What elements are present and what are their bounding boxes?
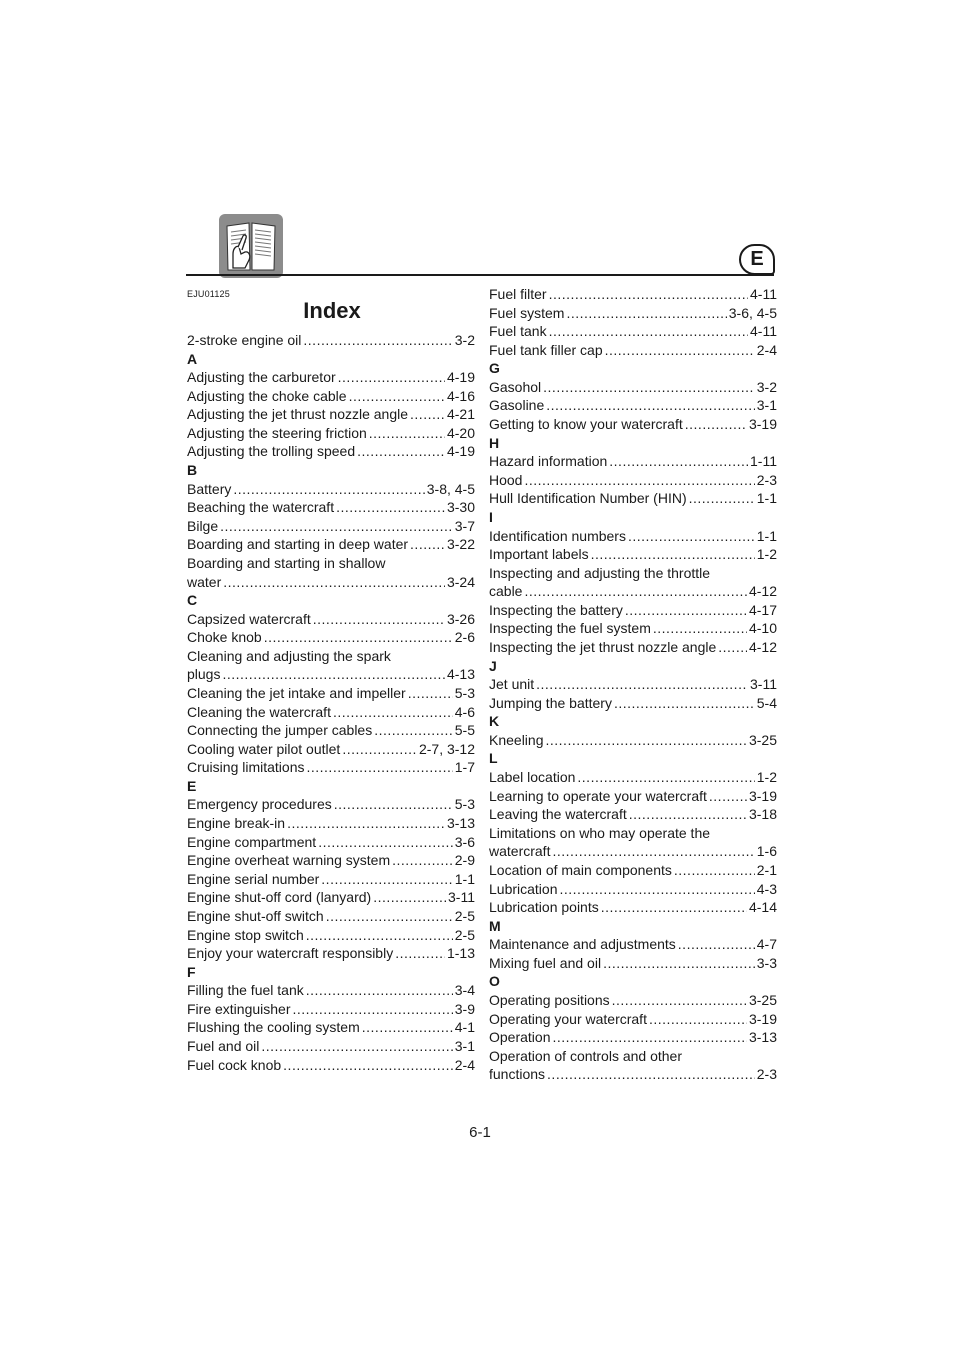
dot-leader: [395, 944, 445, 963]
index-letter-heading: E: [187, 777, 197, 794]
dot-leader: [566, 304, 726, 323]
dot-leader: [373, 888, 446, 907]
dot-leader: [605, 341, 755, 360]
index-letter-heading: O: [489, 973, 500, 990]
index-entry: [187, 1056, 475, 1075]
index-entry: [489, 415, 777, 434]
index-entry-page: 1-1: [756, 490, 777, 507]
index-entry: [187, 535, 475, 554]
dot-leader: [362, 1018, 453, 1037]
index-letter-heading: A: [187, 350, 198, 367]
index-entry-text: Engine shut-off switch: [187, 907, 324, 924]
index-entry: [187, 926, 475, 945]
index-entry: [187, 331, 475, 350]
dot-leader: [306, 758, 452, 777]
index-letter-heading: I: [489, 508, 493, 525]
index-entry-page: 5-3: [454, 684, 475, 701]
index-entry: [489, 991, 777, 1010]
index-entry-text: 2-stroke engine oil: [187, 332, 302, 348]
dot-leader: [546, 731, 747, 750]
index-letter-heading: M: [489, 917, 501, 934]
index-entry: [489, 452, 777, 471]
index-entry-text: Operating positions: [489, 991, 610, 1008]
index-letter-heading: G: [489, 360, 500, 377]
index-entry-text: Jumping the battery: [489, 694, 612, 711]
index-entry-text: Inspecting the battery: [489, 601, 623, 618]
index-entry-page: 2-7, 3-12: [418, 740, 475, 757]
index-entry-text: Hood: [489, 471, 523, 488]
index-entry-page: 3-1: [756, 397, 777, 414]
index-entry-text: Adjusting the jet thrust nozzle angle: [187, 406, 409, 423]
dot-leader: [233, 480, 424, 499]
dot-leader: [614, 694, 755, 713]
index-entry: [489, 545, 777, 564]
index-entry: [489, 582, 777, 601]
dot-leader: [560, 880, 755, 899]
index-entry-text: Enjoy your watercraft responsibly: [187, 945, 394, 962]
dot-leader: [625, 601, 747, 620]
dot-leader: [408, 684, 453, 703]
index-entry-text: Cleaning the jet intake and impeller: [187, 684, 406, 701]
index-entry: [187, 573, 475, 592]
index-entry-text: watercraft: [489, 843, 551, 860]
index-entry: [187, 387, 475, 406]
index-entry-page: 3-13: [446, 815, 475, 832]
index-entry-page: 4-14: [748, 899, 777, 916]
index-entry-page: 4-12: [748, 638, 777, 655]
dot-leader: [689, 489, 755, 508]
dot-leader: [536, 675, 748, 694]
index-entry-text: Boarding and starting in deep water: [187, 536, 409, 553]
index-entry-page: 3-19: [748, 1010, 777, 1027]
index-letter-heading: B: [187, 462, 198, 479]
dot-leader: [547, 1065, 755, 1084]
index-entry-page: 1-13: [446, 945, 475, 962]
index-entry: [489, 954, 777, 973]
index-entry-text: Capsized watercraft: [187, 610, 311, 627]
index-entry: [489, 527, 777, 546]
dot-leader: [524, 471, 754, 490]
dot-leader: [333, 703, 453, 722]
dot-leader: [718, 638, 747, 657]
index-entry-text: Inspecting the fuel system: [489, 620, 651, 637]
index-entry-text: Operating your watercraft: [489, 1010, 647, 1027]
index-entry: [187, 498, 475, 517]
index-letter-heading: C: [187, 592, 198, 609]
index-entry-text: Label location: [489, 769, 576, 786]
index-entry-page: 1-7: [454, 759, 475, 776]
dot-leader: [591, 545, 755, 564]
index-entry-page: 5-5: [454, 722, 475, 739]
dot-leader: [546, 396, 755, 415]
index-entry-page: 1-2: [756, 769, 777, 786]
index-entry-text: Important labels: [489, 546, 589, 563]
index-entry-page: 1-11: [750, 453, 777, 470]
index-entry-text: Identification numbers: [489, 527, 626, 544]
index-entry-text: Getting to know your watercraft: [489, 416, 683, 433]
index-entry: [489, 638, 777, 657]
index-entry-page: 4-12: [748, 583, 777, 600]
dot-leader: [549, 285, 748, 304]
index-entry: [187, 703, 475, 722]
index-entry-text: Fuel tank: [489, 323, 547, 340]
index-entry-page: 2-5: [454, 907, 475, 924]
index-entry-text: Jet unit: [489, 676, 535, 693]
index-entry-page: 5-4: [756, 694, 777, 711]
index-entry-text: Fuel filter: [489, 286, 547, 302]
index-entry-text: Engine overheat warning system: [187, 852, 391, 869]
index-entry-page: 4-1: [454, 1019, 475, 1036]
index-entry-text: Engine compartment: [187, 833, 317, 850]
index-entry-text: Bilge: [187, 517, 219, 534]
index-entry-text: Lubrication points: [489, 899, 599, 916]
index-entry: [489, 601, 777, 620]
index-entry-page: 3-24: [446, 573, 475, 590]
index-entry: [489, 898, 777, 917]
index-entry: [489, 842, 777, 861]
index-entry-page: 2-4: [454, 1056, 475, 1073]
index-entry: [489, 471, 777, 490]
dot-leader: [342, 740, 417, 759]
index-entry: [489, 322, 777, 341]
dot-leader: [709, 787, 747, 806]
index-entry-page: 4-11: [750, 323, 777, 340]
index-entry-page: 4-21: [446, 406, 475, 423]
index-entry: [187, 721, 475, 740]
index-entry-page: 1-6: [756, 843, 777, 860]
index-entry-page: 4-10: [748, 620, 777, 637]
index-entry-page: 4-3: [756, 880, 777, 897]
index-entry-page: 4-6: [454, 703, 475, 720]
index-entry-text: Fuel tank filler cap: [489, 341, 603, 358]
document-code: EJU01125: [187, 289, 230, 299]
index-entry-text: Engine shut-off cord (lanyard): [187, 889, 372, 906]
index-entry-text: Gasohol: [489, 378, 542, 395]
page-number: 6-1: [469, 1124, 491, 1141]
index-entry: [489, 1065, 777, 1084]
dot-leader: [649, 1010, 747, 1029]
index-entry-page: 3-2: [454, 332, 475, 348]
dot-leader: [318, 833, 453, 852]
index-entry: [187, 870, 475, 889]
index-entry: [187, 888, 475, 907]
index-letter-heading: H: [489, 434, 500, 451]
index-entry-text: Beaching the watercraft: [187, 499, 335, 516]
index-entry-text: Kneeling: [489, 731, 544, 748]
index-entry: [489, 341, 777, 360]
index-column-right: [489, 285, 777, 1084]
index-entry-text: Hull Identification Number (HIN): [489, 490, 687, 507]
index-entry: [489, 396, 777, 415]
index-entry: [187, 480, 475, 499]
index-entry-text: Lubrication: [489, 880, 558, 897]
dot-leader: [283, 1056, 453, 1075]
index-entry: [489, 1028, 777, 1047]
index-entry-page: 3-30: [446, 499, 475, 516]
dot-leader: [264, 628, 453, 647]
index-entry-page: 1-2: [756, 546, 777, 563]
index-entry-page: 3-26: [446, 610, 475, 627]
index-entry-text: Adjusting the carburetor: [187, 369, 336, 386]
index-entry-text: Engine serial number: [187, 870, 320, 887]
dot-leader: [609, 452, 748, 471]
index-entry-text: Boarding and starting in shallow: [187, 554, 386, 571]
index-entry-page: 2-5: [454, 926, 475, 943]
index-entry-text: Adjusting the steering friction: [187, 424, 367, 441]
dot-leader: [410, 535, 445, 554]
index-entry-page: 4-13: [446, 666, 475, 683]
index-entry-page: 3-19: [748, 416, 777, 433]
index-entry-text: Maintenance and adjustments: [489, 936, 676, 953]
index-entry-text: Choke knob: [187, 629, 262, 646]
index-column-left: [187, 331, 475, 1074]
index-entry-page: 3-25: [748, 731, 777, 748]
index-entry-text: Limitations on who may operate the: [489, 824, 711, 841]
index-entry-text: Hazard information: [489, 453, 608, 470]
index-letter-heading: F: [187, 963, 196, 980]
dot-leader: [261, 1037, 452, 1056]
header-rule: [186, 274, 774, 276]
dot-leader: [612, 991, 747, 1010]
dot-leader: [552, 1028, 746, 1047]
index-entry: [187, 1037, 475, 1056]
index-entry: [187, 610, 475, 629]
index-entry-text: Operation of controls and other: [489, 1047, 683, 1064]
index-entry: [187, 851, 475, 870]
index-letter-heading: L: [489, 750, 498, 767]
index-entry: [187, 795, 475, 814]
dot-leader: [678, 935, 755, 954]
index-entry-page: 3-25: [748, 991, 777, 1008]
index-entry-page: 4-19: [446, 369, 475, 386]
index-entry-text: Operation: [489, 1029, 551, 1046]
index-entry: [187, 981, 475, 1000]
index-entry-text: Location of main components: [489, 861, 672, 878]
index-entry: [187, 740, 475, 759]
dot-leader: [336, 498, 445, 517]
dot-leader: [338, 368, 445, 387]
dot-leader: [629, 805, 747, 824]
dot-leader: [293, 1000, 453, 1019]
index-entry-page: 3-18: [748, 806, 777, 823]
dot-leader: [374, 721, 453, 740]
index-entry-text: cable: [489, 583, 523, 600]
index-entry-text: Gasoline: [489, 397, 545, 414]
index-entry-text: Cruising limitations: [187, 759, 305, 776]
index-entry-page: 3-13: [748, 1029, 777, 1046]
index-entry-text: Inspecting and adjusting the throttle: [489, 564, 711, 581]
index-entry: [187, 424, 475, 443]
dot-leader: [287, 814, 445, 833]
dot-leader: [306, 981, 453, 1000]
index-entry-text: Engine stop switch: [187, 926, 304, 943]
index-entry: [187, 628, 475, 647]
index-entry-text: Adjusting the trolling speed: [187, 443, 356, 460]
index-entry-page: 4-7: [756, 936, 777, 953]
index-entry-page: 5-3: [454, 796, 475, 813]
index-entry: [187, 944, 475, 963]
index-entry: [187, 442, 475, 461]
dot-leader: [674, 861, 755, 880]
index-entry-text: Learning to operate your watercraft: [489, 787, 707, 804]
dot-leader: [220, 517, 453, 536]
index-entry-page: 2-4: [756, 341, 777, 358]
index-entry-text: Filling the fuel tank: [187, 982, 304, 999]
index-entry-page: 1-1: [756, 527, 777, 544]
index-entry: [187, 907, 475, 926]
index-letter-heading: K: [489, 713, 500, 730]
index-letter-heading: J: [489, 657, 497, 674]
index-entry-text: functions: [489, 1066, 546, 1083]
manual-book-icon: [219, 214, 283, 278]
index-entry-page: 3-6: [454, 833, 475, 850]
dot-leader: [552, 842, 754, 861]
dot-leader: [303, 331, 452, 350]
index-entry-page: 3-19: [748, 787, 777, 804]
index-entry-text: Fuel cock knob: [187, 1056, 282, 1073]
index-entry-text: Connecting the jumper cables: [187, 722, 373, 739]
index-entry-text: Fuel and oil: [187, 1037, 260, 1054]
dot-leader: [369, 424, 445, 443]
index-entry: [489, 731, 777, 750]
index-entry: [187, 405, 475, 424]
index-entry-page: 3-1: [454, 1037, 475, 1054]
dot-leader: [392, 851, 453, 870]
index-entry: [187, 814, 475, 833]
index-entry-text: Cooling water pilot outlet: [187, 740, 341, 757]
index-entry-text: Leaving the watercraft: [489, 806, 627, 823]
index-entry: [187, 665, 475, 684]
index-entry-text: Fire extinguisher: [187, 1000, 291, 1017]
index-entry-page: 4-20: [446, 424, 475, 441]
dot-leader: [357, 442, 445, 461]
index-entry: [187, 684, 475, 703]
index-entry-page: 3-11: [750, 676, 777, 693]
index-entry-text: water: [187, 573, 222, 590]
dot-leader: [543, 378, 755, 397]
index-entry: [489, 304, 777, 323]
page-title: Index: [303, 298, 361, 323]
index-entry-page: 3-4: [454, 982, 475, 999]
index-entry-page: 4-16: [446, 387, 475, 404]
index-entry-text: Engine break-in: [187, 815, 286, 832]
index-entry: [489, 619, 777, 638]
dot-leader: [653, 619, 747, 638]
index-entry: [489, 489, 777, 508]
index-entry: [187, 833, 475, 852]
index-entry-page: 2-1: [756, 861, 777, 878]
index-entry: [489, 805, 777, 824]
index-entry-text: Cleaning and adjusting the spark: [187, 647, 391, 664]
index-entry-page: 3-8, 4-5: [426, 480, 475, 497]
index-entry: [187, 1000, 475, 1019]
dot-leader: [577, 768, 754, 787]
index-entry-page: 1-1: [454, 870, 475, 887]
dot-leader: [524, 582, 747, 601]
index-entry: [187, 758, 475, 777]
index-entry-text: Cleaning the watercraft: [187, 703, 331, 720]
index-entry: [489, 378, 777, 397]
index-entry-page: 2-6: [454, 629, 475, 646]
index-entry-page: 3-22: [446, 536, 475, 553]
index-entry-text: Mixing fuel and oil: [489, 954, 602, 971]
index-entry: [489, 285, 777, 304]
index-entry-page: 3-11: [448, 889, 475, 906]
index-entry-page: 4-19: [446, 443, 475, 460]
dot-leader: [306, 926, 453, 945]
dot-leader: [685, 415, 747, 434]
index-entry: [489, 694, 777, 713]
index-entry-page: 3-7: [454, 517, 475, 534]
dot-leader: [410, 405, 445, 424]
index-entry-page: 2-3: [756, 471, 777, 488]
index-entry-text: Emergency procedures: [187, 796, 332, 813]
dot-leader: [628, 527, 755, 546]
dot-leader: [603, 954, 755, 973]
index-entry-page: 2-9: [454, 852, 475, 869]
index-entry-page: 3-9: [454, 1000, 475, 1017]
index-entry: [489, 1010, 777, 1029]
index-entry: [489, 787, 777, 806]
dot-leader: [313, 610, 445, 629]
index-entry-page: 2-3: [756, 1066, 777, 1083]
index-entry: [489, 861, 777, 880]
dot-leader: [334, 795, 453, 814]
dot-leader: [222, 665, 445, 684]
index-entry: [187, 1018, 475, 1037]
index-entry-page: 4-11: [750, 286, 777, 302]
index-entry-text: Battery: [187, 480, 232, 497]
index-entry-text: Fuel system: [489, 304, 565, 321]
index-entry-text: Inspecting the jet thrust nozzle angle: [489, 638, 717, 655]
index-entry: [187, 517, 475, 536]
dot-leader: [549, 322, 748, 341]
index-entry: [489, 935, 777, 954]
dot-leader: [349, 387, 445, 406]
dot-leader: [601, 898, 747, 917]
language-badge: E: [739, 244, 775, 275]
index-entry: [187, 368, 475, 387]
dot-leader: [223, 573, 445, 592]
dot-leader: [321, 870, 452, 889]
index-entry: [489, 768, 777, 787]
index-entry: [489, 675, 777, 694]
index-entry: [489, 880, 777, 899]
index-entry-text: Flushing the cooling system: [187, 1019, 360, 1036]
index-entry-text: Adjusting the choke cable: [187, 387, 347, 404]
index-entry-page: 4-17: [748, 601, 777, 618]
index-entry-page: 3-6, 4-5: [728, 304, 777, 321]
dot-leader: [326, 907, 453, 926]
index-entry-page: 3-3: [756, 954, 777, 971]
index-entry-text: plugs: [187, 666, 221, 683]
index-entry-page: 3-2: [756, 378, 777, 395]
